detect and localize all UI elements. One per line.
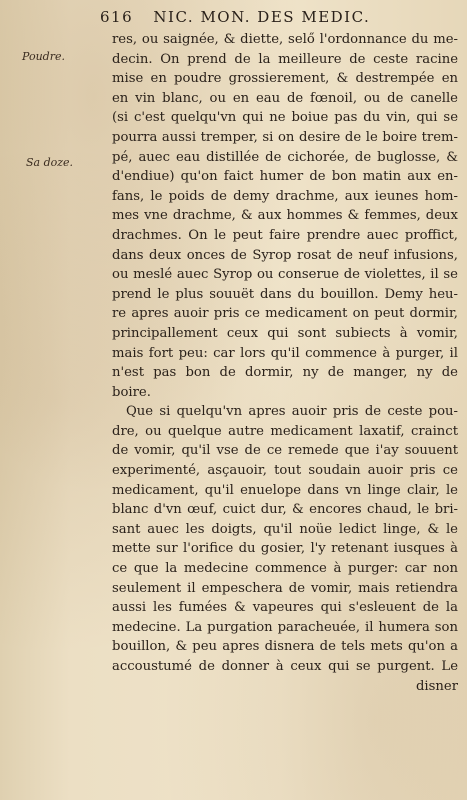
text-line: n'est pas bon de dormir, ny de manger, ny de xyxy=(112,365,458,381)
text-line: medicament, qu'il enuelope dans vn linge clair, le xyxy=(112,482,458,498)
text-line: pé, auec eau distillée de cichorée, de buglosse, & xyxy=(112,149,458,165)
body-text xyxy=(112,30,458,696)
text-line: mes vne drachme, & aux hommes & femmes, deux xyxy=(112,208,458,224)
text-line: mette sur l'orifice du gosier, l'y retenant iusques à xyxy=(112,541,458,557)
text-line: drachmes. On le peut faire prendre auec proffict, xyxy=(112,227,458,243)
text-line: boire. xyxy=(112,384,151,400)
text-line: decin. On prend de la meilleure de ceste racine xyxy=(112,51,458,67)
text-line: en vin blanc, ou en eau de fœnoil, ou de canelle xyxy=(112,90,458,106)
text-line: mais fort peu: car lors qu'il commence à purger, il xyxy=(112,345,458,361)
text-line: prend le plus souuët dans du bouillon. Demy heu- xyxy=(112,286,458,302)
text-line: de vomir, qu'il vse de ce remede que i'ay souuent xyxy=(112,443,458,459)
text-line: experimenté, asçauoir, tout soudain auoir pris ce xyxy=(112,463,458,479)
text-line: accoustumé de donner à ceux qui se purgent. Le xyxy=(112,659,458,674)
text-line: sant auec les doigts, qu'il noüe ledict linge, & le xyxy=(112,521,458,537)
text-line: re apres auoir pris ce medicament on peut dormir, xyxy=(112,306,458,322)
running-title: NIC. MON. DES MEDIC. xyxy=(153,8,371,26)
text-line: ce que la medecine commence à purger: car non xyxy=(112,561,458,577)
text-line: (si c'est quelqu'vn qui ne boiue pas du vin, qui se xyxy=(112,110,458,126)
text-line: res, ou saignée, & diette, selő l'ordonnance du me- xyxy=(112,32,458,47)
page-number: 616 xyxy=(100,8,134,26)
catchword: disner xyxy=(415,678,458,694)
text-line: principallement ceux qui sont subiects à vomir, xyxy=(112,325,458,341)
text-line: blanc d'vn œuf, cuict dur, & encores chaud, le bri- xyxy=(112,502,458,518)
text-line: pourra aussi tremper, si on desire de le boire trem- xyxy=(112,129,458,145)
text-line: medecine. La purgation paracheuée, il humera son xyxy=(112,619,458,635)
text-line: fans, le poids de demy drachme, aux ieunes hom- xyxy=(112,188,458,204)
text-line: d'endiue) qu'on faict humer de bon matin aux en- xyxy=(112,169,458,185)
text-line: mise en poudre grossierement, & destrempée en xyxy=(112,71,458,87)
text-line: dre, ou quelque autre medicament laxatif, crainct xyxy=(112,423,458,439)
page-header xyxy=(100,8,460,28)
text-line: Que si quelqu'vn apres auoir pris de ceste pou- xyxy=(126,404,458,420)
text-line: seulement il empeschera de vomir, mais retiendra xyxy=(112,580,458,596)
text-line: dans deux onces de Syrop rosat de neuf infusions, xyxy=(112,247,458,263)
text-line: ou meslé auec Syrop ou conserue de violettes, il se xyxy=(112,267,458,283)
text-line: aussi les fumées & vapeures qui s'esleuent de la xyxy=(112,600,458,616)
margin-note-poudre: Poudre. xyxy=(22,50,65,63)
margin-note-doze: Sa doze. xyxy=(26,156,74,169)
text-line: bouillon, & peu apres disnera de tels mets qu'on a xyxy=(112,639,458,655)
